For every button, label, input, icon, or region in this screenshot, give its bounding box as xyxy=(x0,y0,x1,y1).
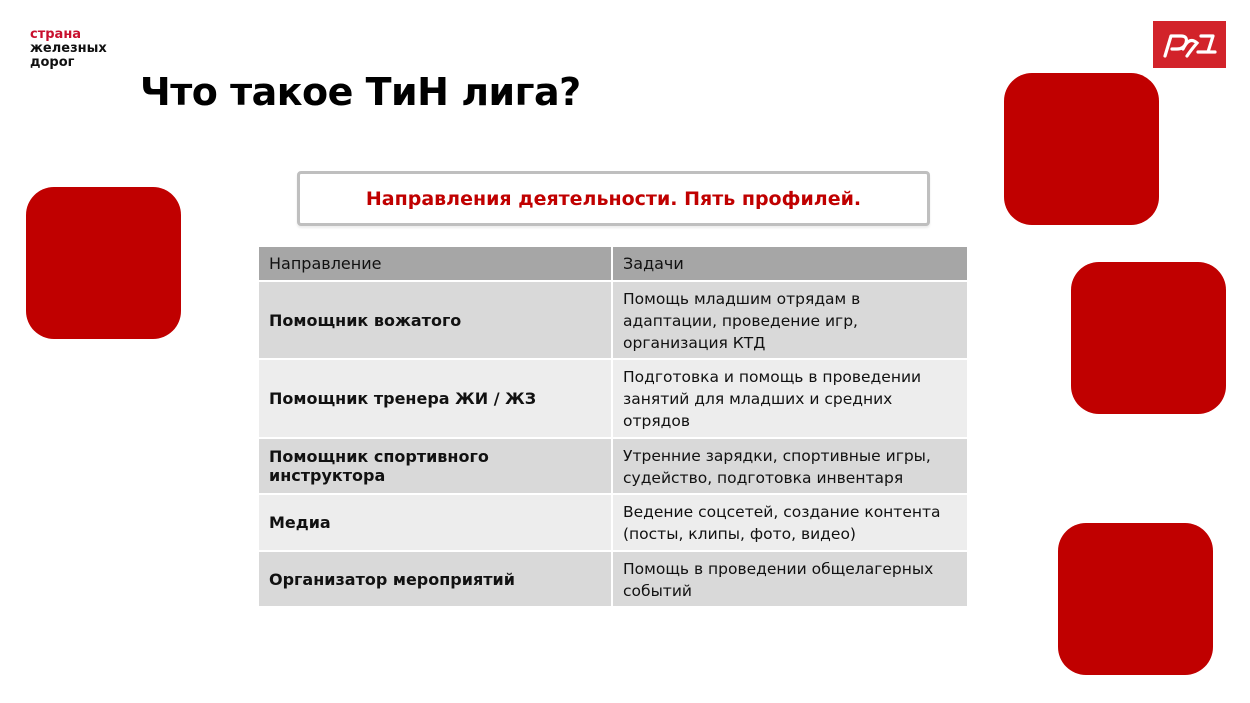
direction-cell: Организатор мероприятий xyxy=(259,552,613,606)
profiles-table xyxy=(259,247,967,608)
rzd-logo-icon xyxy=(1161,32,1219,58)
decorative-red-square xyxy=(26,187,181,339)
table-row xyxy=(259,282,967,360)
decorative-red-square xyxy=(1058,523,1213,675)
rzd-logo xyxy=(1153,21,1226,68)
column-header-direction: Направление xyxy=(259,247,613,280)
brand-line-2: железных xyxy=(30,41,107,56)
brand-line-3: дорог xyxy=(30,55,75,70)
table-row xyxy=(259,439,967,495)
column-header-tasks: Задачи xyxy=(623,253,684,273)
tasks-cell: Помощь младшим отрядам в адаптации, проведение игр, организация КТД xyxy=(623,290,861,352)
decorative-red-square xyxy=(1071,262,1226,414)
decorative-red-square xyxy=(1004,73,1159,225)
tasks-cell: Помощь в проведении общелагерных событий xyxy=(623,560,934,600)
subtitle-box xyxy=(297,171,930,226)
table-row xyxy=(259,360,967,439)
tasks-cell: Подготовка и помощь в проведении занятий для младших и средних отрядов xyxy=(623,368,922,430)
subtitle: Направления деятельности. Пять профилей. xyxy=(365,187,862,210)
brand-line-1: страна xyxy=(30,27,82,42)
tasks-cell: Утренние зарядки, спортивные игры, судейство, подготовка инвентаря xyxy=(623,447,931,487)
table-row xyxy=(259,495,967,552)
direction-cell: Медиа xyxy=(259,495,613,550)
direction-cell: Помощник тренера ЖИ / ЖЗ xyxy=(259,360,613,437)
tasks-cell: Ведение соцсетей, создание контента (посты, клипы, фото, видео) xyxy=(623,503,941,543)
direction-cell: Помощник спортивного инструктора xyxy=(259,439,613,493)
page-title: Что такое ТиН лига? xyxy=(140,70,581,114)
direction-cell: Помощник вожатого xyxy=(259,282,613,358)
brand-wordmark xyxy=(30,28,107,70)
table-header-row xyxy=(259,247,967,282)
table-row xyxy=(259,552,967,608)
